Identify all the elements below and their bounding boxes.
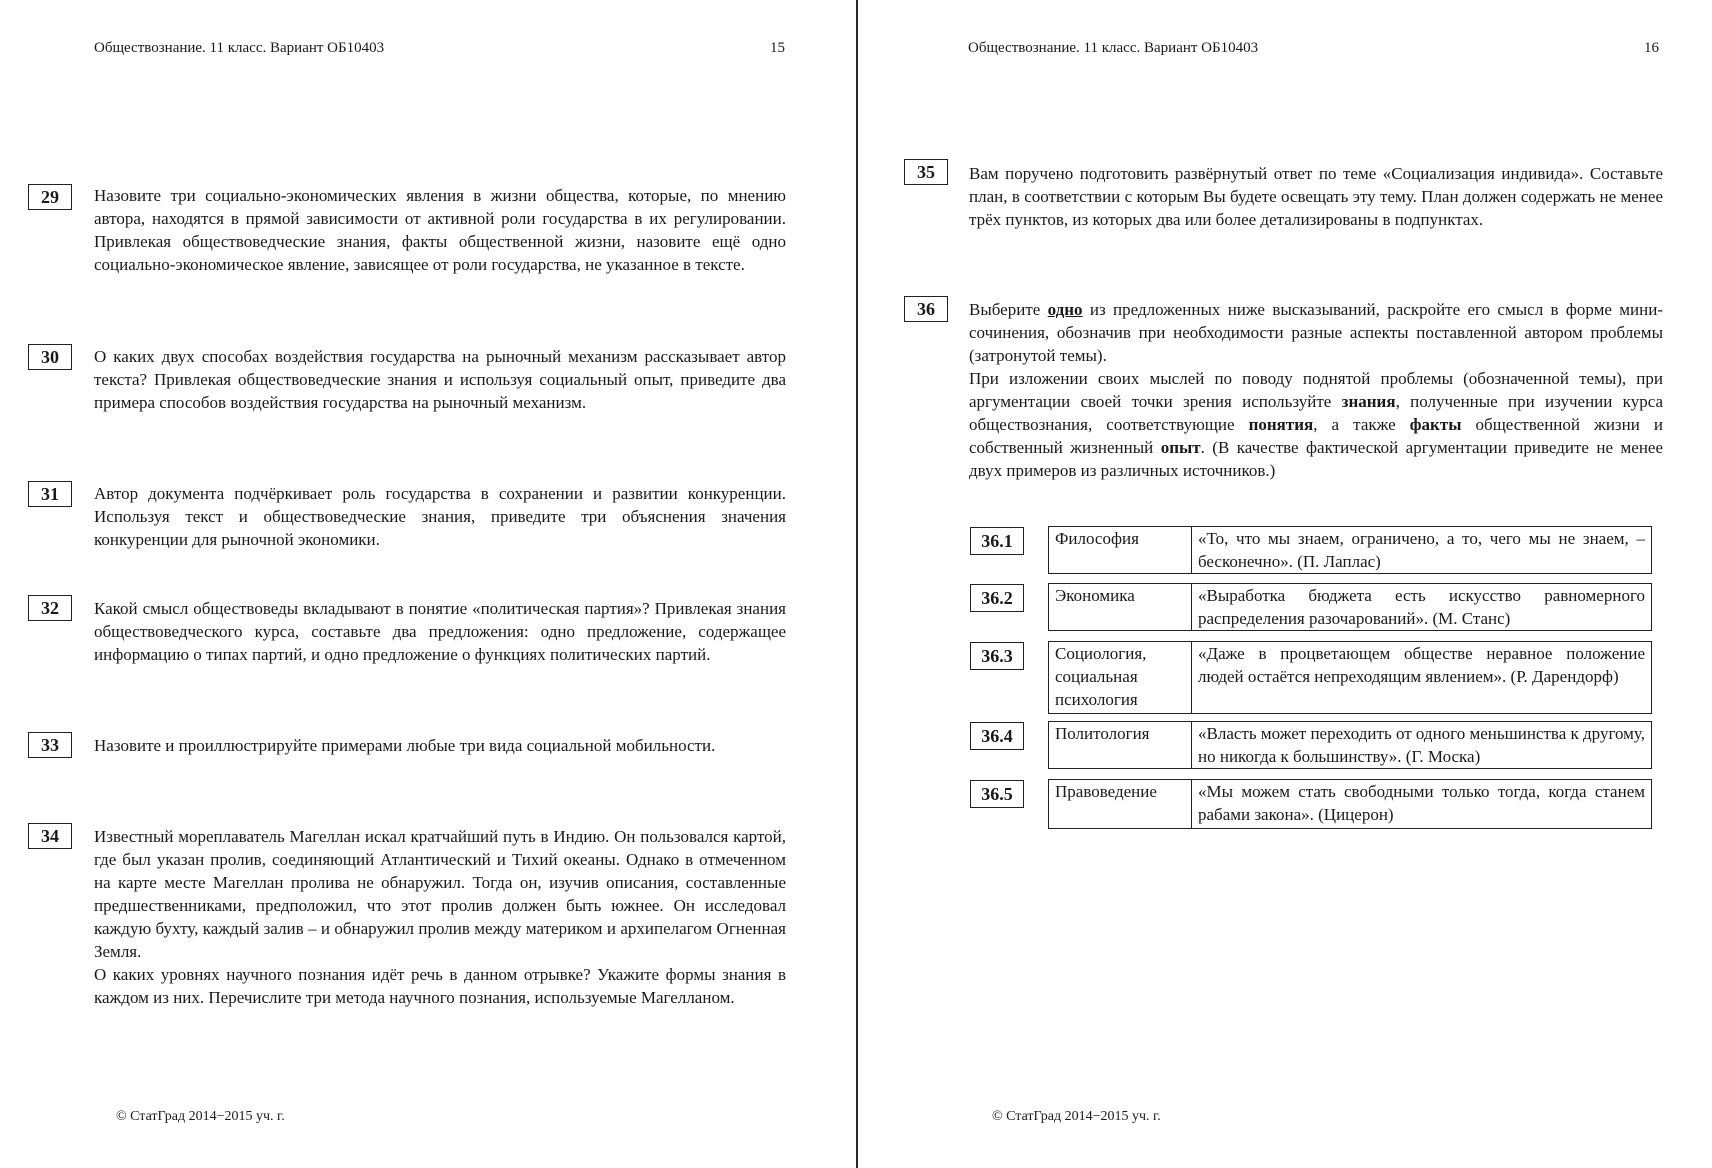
task-number: 33 <box>28 732 72 758</box>
task-number: 32 <box>28 595 72 621</box>
task-number: 29 <box>28 184 72 210</box>
task-text: Назовите и проиллюстрируйте примерами любые три вида социальной мобильности. <box>94 736 716 755</box>
task-text: Какой смысл обществоведы вкладывают в понятие «политическая партия»? Привлекая знания обществоведческого курса, составьте два предложения: одно предложение, содержащее информацию о типах партий, и одно предложение о функциях политических партий. <box>94 599 786 664</box>
task-paragraph: При изложении своих мыслей по поводу поднятой проблемы (обозначенной темы), при аргументации своей точки зрения используйте знания, полученные при изучении курса обществознания, соответствующие понятия, а также факты общественной жизни и собственный жизненный опыт. (В качестве фактической аргументации приведите не менее двух примеров из различных источников.) <box>969 369 1664 480</box>
option-quote: «Власть может переходить от одного меньшинства к другому, но никогда к большинству». (Г. Моска) <box>1198 724 1645 766</box>
task-text <box>94 825 786 1009</box>
page-divider <box>856 0 858 1168</box>
task-text: О каких двух способах воздействия государства на рыночный механизм рассказывает автор текста? Привлекая обществоведческие знания и используя социальный опыт, приведите два примера способов воздействия государства на рыночный механизм. <box>94 347 786 412</box>
task-number: 31 <box>28 481 72 507</box>
task-number: 36 <box>904 296 948 322</box>
task-text <box>969 298 1663 482</box>
task-paragraph: Известный мореплаватель Магеллан искал кратчайший путь в Индию. Он пользовался картой, где был указан пролив, соединяющий Атлантический и Тихий океаны. Однако в отмеченном на карте месте Магеллан пролива не обнаружил. Тогда он, изучив описания, составленные предшественниками, предположил, что этот пролив должен быть южнее. Он исследовал каждую бухту, каждый залив – и обнаружил пролив между материком и архипелагом Огненная Земля. <box>94 827 786 961</box>
left-header-title: Обществознание. 11 класс. Вариант ОБ10403 <box>94 40 385 56</box>
option-quote: «Мы можем стать свободными только тогда, когда станем рабами закона». (Цицерон) <box>1198 782 1645 824</box>
task-paragraph: Выберите одно из предложенных ниже высказываний, раскройте его смысл в форме мини-сочинения, обозначив при необходимости разные аспекты поставленной автором проблемы (затронутой темы). <box>969 300 1663 365</box>
option-subject: Экономика <box>1049 584 1192 630</box>
option-subject: Политология <box>1049 722 1192 768</box>
option-row <box>1048 583 1652 631</box>
task-number: 34 <box>28 823 72 849</box>
task-number: 30 <box>28 344 72 370</box>
option-number: 36.4 <box>970 722 1024 750</box>
option-row <box>1048 641 1652 714</box>
task-paragraph: О каких уровнях научного познания идёт речь в данном отрывке? Укажите формы знания в каждом из них. Перечислите три метода научного познания, используемые Магелланом. <box>94 965 786 1007</box>
option-subject: Социология, социальная психология <box>1049 642 1192 713</box>
option-subject: Философия <box>1049 527 1192 573</box>
option-row <box>1048 526 1652 574</box>
left-footer: © СтатГрад 2014−2015 уч. г. <box>116 1109 285 1124</box>
left-page-number: 15 <box>770 40 785 56</box>
option-number: 36.5 <box>970 780 1024 808</box>
option-number: 36.3 <box>970 642 1024 670</box>
option-subject: Правоведение <box>1049 780 1192 828</box>
right-footer: © СтатГрад 2014−2015 уч. г. <box>992 1109 1161 1124</box>
task-text: Назовите три социально-экономических явления в жизни общества, которые, по мнению автора, находятся в прямой зависимости от активной роли государства в их регулировании. Привлекая обществоведческие знания, факты общественной жизни, назовите ещё одно социально-экономическое явление, зависящее от роли государства, не указанное в тексте. <box>94 186 786 274</box>
option-quote: «Выработка бюджета есть искусство равномерного распределения разочарований». (М. Станс) <box>1198 586 1645 628</box>
option-quote: «То, что мы знаем, ограничено, а то, чего мы не знаем, – бесконечно». (П. Лаплас) <box>1198 529 1645 571</box>
task-number: 35 <box>904 159 948 185</box>
task-text: Автор документа подчёркивает роль государства в сохранении и развитии конкуренции. Используя текст и обществоведческие знания, приведите три объяснения значения конкуренции для рыночной экономики. <box>94 484 786 549</box>
option-row <box>1048 779 1652 829</box>
option-number: 36.2 <box>970 584 1024 612</box>
right-header-title: Обществознание. 11 класс. Вариант ОБ10403 <box>968 40 1259 56</box>
right-page-number: 16 <box>1644 40 1659 56</box>
option-quote: «Даже в процветающем обществе неравное положение людей остаётся непреходящим явлением». (Р. Дарендорф) <box>1198 644 1645 686</box>
option-row <box>1048 721 1652 769</box>
task-text: Вам поручено подготовить развёрнутый ответ по теме «Социализация индивида». Составьте план, в соответствии с которым Вы будете освещать эту тему. План должен содержать не менее трёх пунктов, из которых два или более детализированы в подпунктах. <box>969 164 1663 229</box>
option-number: 36.1 <box>970 527 1024 555</box>
